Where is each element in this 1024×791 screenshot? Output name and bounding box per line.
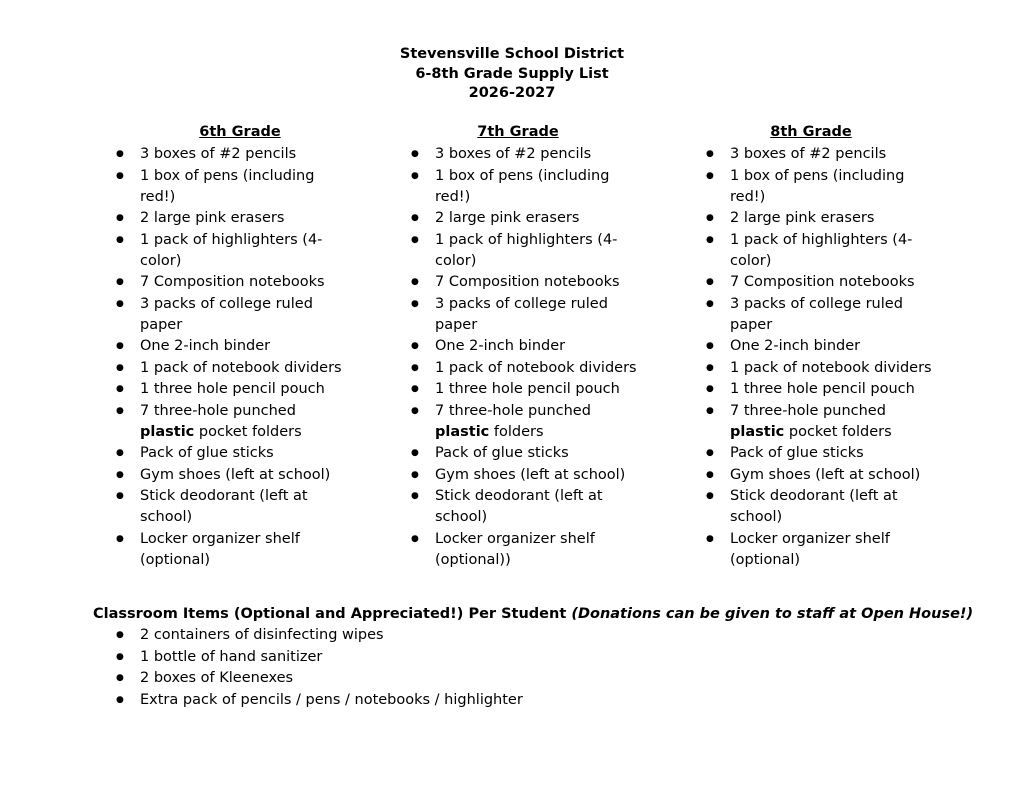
list-item: ● 1 pack of highlighters (4-color) xyxy=(408,230,640,272)
list-item: ● 1 box of pens (including red!) xyxy=(408,166,640,208)
list-item: ● Stick deodorant (left at school) xyxy=(113,486,345,528)
list-item: ● Pack of glue sticks xyxy=(113,443,345,464)
district-name: Stevensville School District xyxy=(399,46,625,62)
list-item: ● 1 pack of highlighters (4-color) xyxy=(113,230,345,272)
list-title: 6-8th Grade Supply List xyxy=(415,65,609,82)
list-item: ● 7 Composition notebooks xyxy=(703,272,935,293)
emphasis-text: plastic xyxy=(730,423,785,440)
document-header xyxy=(0,45,1024,104)
column-title: 8th Grade xyxy=(770,124,852,140)
list-item: ● 1 three hole pencil pouch xyxy=(703,379,935,400)
list-item: ● Pack of glue sticks xyxy=(408,443,640,464)
list-item: ● 2 boxes of Kleenexes xyxy=(113,668,640,689)
classroom-items-section xyxy=(93,604,974,711)
list-item: ● 2 large pink erasers xyxy=(113,208,345,229)
list-item: ● One 2-inch binder xyxy=(113,336,345,357)
list-item: ● 1 three hole pencil pouch xyxy=(113,379,345,400)
school-year: 2026-2027 xyxy=(468,85,556,101)
list-item: ● 3 boxes of #2 pencils xyxy=(703,144,935,165)
classroom-list xyxy=(113,625,953,711)
list-item: ● 1 pack of notebook dividers xyxy=(113,358,345,379)
list-item: ● 1 box of pens (including red!) xyxy=(113,166,345,208)
list-item: ● 7 Composition notebooks xyxy=(408,272,640,293)
list-item: ● Locker organizer shelf (optional) xyxy=(113,529,345,571)
list-item: ● 3 boxes of #2 pencils xyxy=(408,144,640,165)
list-item: ● Gym shoes (left at school) xyxy=(703,465,935,486)
supply-list xyxy=(703,144,935,571)
list-item: ● Locker organizer shelf (optional)) xyxy=(408,529,640,571)
supply-list xyxy=(113,144,345,571)
list-item: ● One 2-inch binder xyxy=(703,336,935,357)
list-item: ● Locker organizer shelf (optional) xyxy=(703,529,935,571)
list-item: ● 3 packs of college ruled paper xyxy=(703,294,935,336)
list-item: ● 2 large pink erasers xyxy=(703,208,935,229)
supply-list xyxy=(408,144,640,571)
list-item: ● Stick deodorant (left at school) xyxy=(703,486,935,528)
list-item: ● 7 three-hole punched plastic pocket folders xyxy=(703,401,935,443)
emphasis-text: plastic xyxy=(435,423,490,440)
list-item: ● 2 large pink erasers xyxy=(408,208,640,229)
list-item: ● Gym shoes (left at school) xyxy=(408,465,640,486)
list-item: ● 3 packs of college ruled paper xyxy=(408,294,640,336)
list-item: ● 1 bottle of hand sanitizer xyxy=(113,647,640,668)
emphasis-text: plastic xyxy=(140,423,195,440)
list-item: ● Stick deodorant (left at school) xyxy=(408,486,640,528)
list-item: ● 1 three hole pencil pouch xyxy=(408,379,640,400)
list-item: ● 1 pack of notebook dividers xyxy=(703,358,935,379)
list-item: ● 3 boxes of #2 pencils xyxy=(113,144,345,165)
classroom-items-title xyxy=(93,604,974,624)
list-item: ● Gym shoes (left at school) xyxy=(113,465,345,486)
list-item: ● Pack of glue sticks xyxy=(703,443,935,464)
list-item: ● 2 containers of disinfecting wipes xyxy=(113,625,640,646)
column-title: 6th Grade xyxy=(199,124,281,140)
list-item: ● 7 three-hole punched plastic pocket folders xyxy=(113,401,345,443)
list-item: ● Extra pack of pencils / pens / notebooks / highlighter xyxy=(113,690,640,711)
list-item: ● 1 box of pens (including red!) xyxy=(703,166,935,208)
classroom-title-note: (Donations can be given to staff at Open House!) xyxy=(571,606,974,622)
list-item: ● 1 pack of highlighters (4-color) xyxy=(703,230,935,272)
list-item: ● 7 Composition notebooks xyxy=(113,272,345,293)
column-title: 7th Grade xyxy=(477,124,559,140)
list-item: ● 3 packs of college ruled paper xyxy=(113,294,345,336)
list-item: ● One 2-inch binder xyxy=(408,336,640,357)
classroom-title-bold: Classroom Items (Optional and Appreciated!) Per Student xyxy=(93,606,572,622)
list-item: ● 1 pack of notebook dividers xyxy=(408,358,640,379)
list-item: ● 7 three-hole punched plastic folders xyxy=(408,401,640,443)
